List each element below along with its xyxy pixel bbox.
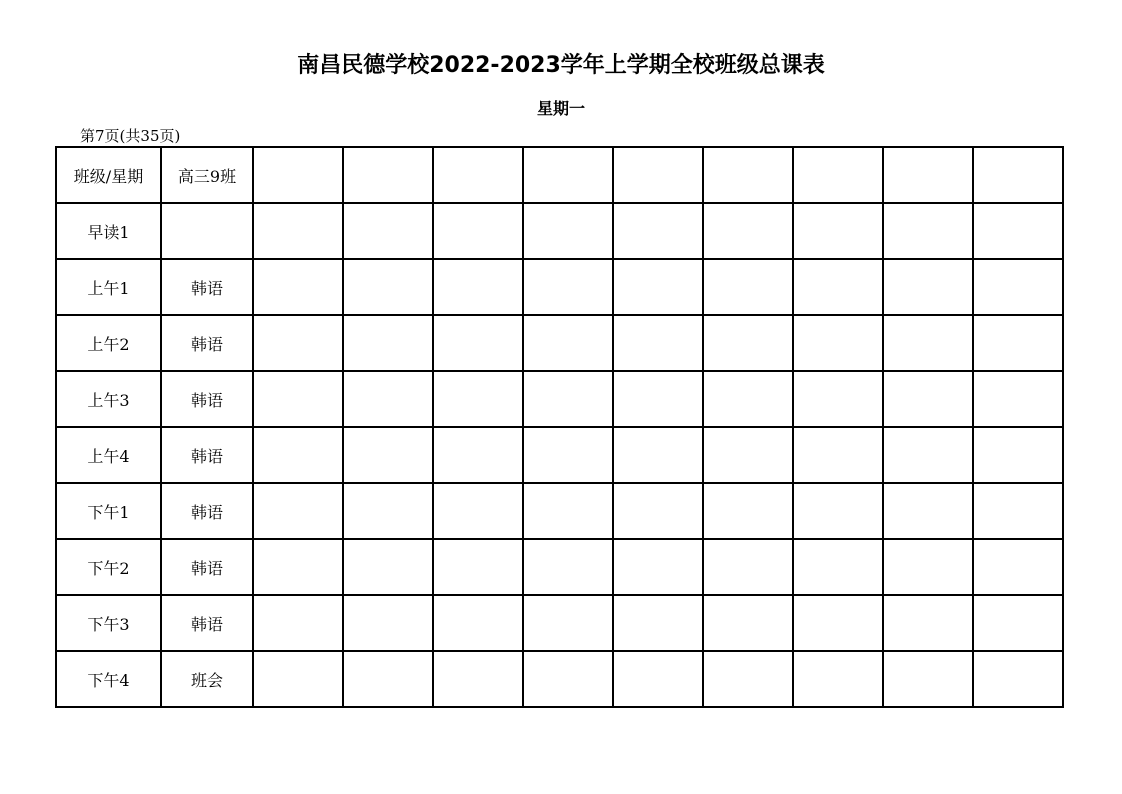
- empty-cell: [973, 203, 1063, 259]
- empty-cell: [973, 483, 1063, 539]
- empty-cell: [523, 259, 613, 315]
- empty-cell: [433, 371, 523, 427]
- subject-cell: 韩语: [161, 315, 253, 371]
- empty-cell: [793, 371, 883, 427]
- empty-cell: [613, 427, 703, 483]
- empty-cell: [613, 595, 703, 651]
- subject-cell: 韩语: [161, 427, 253, 483]
- empty-cell: [973, 595, 1063, 651]
- empty-cell: [523, 427, 613, 483]
- empty-cell: [343, 259, 433, 315]
- period-cell: 上午4: [56, 427, 161, 483]
- empty-cell: [613, 315, 703, 371]
- empty-cell: [253, 259, 343, 315]
- empty-cell: [433, 427, 523, 483]
- empty-cell: [433, 147, 523, 203]
- empty-cell: [883, 483, 973, 539]
- empty-cell: [523, 315, 613, 371]
- subject-cell: 韩语: [161, 483, 253, 539]
- empty-cell: [703, 651, 793, 707]
- table-row: [56, 427, 1063, 483]
- empty-cell: [883, 259, 973, 315]
- empty-cell: [523, 483, 613, 539]
- empty-cell: [883, 427, 973, 483]
- empty-cell: [343, 651, 433, 707]
- empty-cell: [793, 259, 883, 315]
- empty-cell: [253, 371, 343, 427]
- empty-cell: [253, 595, 343, 651]
- empty-cell: [433, 651, 523, 707]
- empty-cell: [523, 595, 613, 651]
- empty-cell: [433, 539, 523, 595]
- empty-cell: [343, 595, 433, 651]
- subject-cell: 班会: [161, 651, 253, 707]
- empty-cell: [253, 203, 343, 259]
- class-name-cell: 高三9班: [161, 147, 253, 203]
- table-row: [56, 371, 1063, 427]
- empty-cell: [883, 203, 973, 259]
- period-cell: 下午3: [56, 595, 161, 651]
- empty-cell: [793, 315, 883, 371]
- period-cell: 上午3: [56, 371, 161, 427]
- period-cell: 早读1: [56, 203, 161, 259]
- empty-cell: [253, 483, 343, 539]
- empty-cell: [883, 539, 973, 595]
- empty-cell: [973, 651, 1063, 707]
- period-cell: 下午1: [56, 483, 161, 539]
- table-row: [56, 539, 1063, 595]
- empty-cell: [613, 483, 703, 539]
- subject-cell: 韩语: [161, 371, 253, 427]
- empty-cell: [973, 315, 1063, 371]
- page-title: 南昌民德学校2022-2023学年上学期全校班级总课表: [297, 53, 825, 78]
- empty-cell: [523, 203, 613, 259]
- empty-cell: [433, 595, 523, 651]
- empty-cell: [703, 539, 793, 595]
- empty-cell: [523, 371, 613, 427]
- empty-cell: [523, 651, 613, 707]
- empty-cell: [433, 315, 523, 371]
- empty-cell: [703, 147, 793, 203]
- subject-cell: [161, 203, 253, 259]
- empty-cell: [523, 539, 613, 595]
- table-row: [56, 315, 1063, 371]
- day-subtitle: 星期一: [536, 99, 585, 118]
- empty-cell: [613, 651, 703, 707]
- empty-cell: [433, 203, 523, 259]
- empty-cell: [703, 259, 793, 315]
- empty-cell: [253, 147, 343, 203]
- empty-cell: [793, 147, 883, 203]
- empty-cell: [523, 147, 613, 203]
- empty-cell: [253, 539, 343, 595]
- empty-cell: [793, 203, 883, 259]
- period-cell: 上午1: [56, 259, 161, 315]
- corner-cell: 班级/星期: [56, 147, 161, 203]
- header-row: [56, 147, 1063, 203]
- schedule-table: [55, 146, 1064, 708]
- table-row: [56, 203, 1063, 259]
- empty-cell: [793, 595, 883, 651]
- empty-cell: [793, 483, 883, 539]
- table-row: [56, 651, 1063, 707]
- empty-cell: [613, 259, 703, 315]
- empty-cell: [343, 483, 433, 539]
- empty-cell: [883, 147, 973, 203]
- empty-cell: [703, 483, 793, 539]
- subject-cell: 韩语: [161, 595, 253, 651]
- table-row: [56, 259, 1063, 315]
- empty-cell: [703, 203, 793, 259]
- empty-cell: [613, 371, 703, 427]
- empty-cell: [973, 259, 1063, 315]
- empty-cell: [883, 651, 973, 707]
- empty-cell: [343, 371, 433, 427]
- empty-cell: [793, 651, 883, 707]
- empty-cell: [703, 595, 793, 651]
- empty-cell: [883, 595, 973, 651]
- empty-cell: [433, 483, 523, 539]
- empty-cell: [973, 539, 1063, 595]
- empty-cell: [703, 427, 793, 483]
- empty-cell: [343, 315, 433, 371]
- period-cell: 下午2: [56, 539, 161, 595]
- empty-cell: [253, 427, 343, 483]
- empty-cell: [343, 147, 433, 203]
- table-row: [56, 595, 1063, 651]
- empty-cell: [343, 427, 433, 483]
- empty-cell: [613, 147, 703, 203]
- subject-cell: 韩语: [161, 539, 253, 595]
- empty-cell: [253, 315, 343, 371]
- empty-cell: [793, 427, 883, 483]
- empty-cell: [973, 371, 1063, 427]
- empty-cell: [253, 651, 343, 707]
- empty-cell: [343, 203, 433, 259]
- empty-cell: [883, 315, 973, 371]
- empty-cell: [883, 371, 973, 427]
- empty-cell: [973, 147, 1063, 203]
- subject-cell: 韩语: [161, 259, 253, 315]
- empty-cell: [433, 259, 523, 315]
- empty-cell: [613, 539, 703, 595]
- table-row: [56, 483, 1063, 539]
- empty-cell: [613, 203, 703, 259]
- empty-cell: [703, 315, 793, 371]
- period-cell: 下午4: [56, 651, 161, 707]
- empty-cell: [343, 539, 433, 595]
- period-cell: 上午2: [56, 315, 161, 371]
- empty-cell: [793, 539, 883, 595]
- empty-cell: [973, 427, 1063, 483]
- empty-cell: [703, 371, 793, 427]
- page-number: 第7页(共35页): [80, 127, 181, 145]
